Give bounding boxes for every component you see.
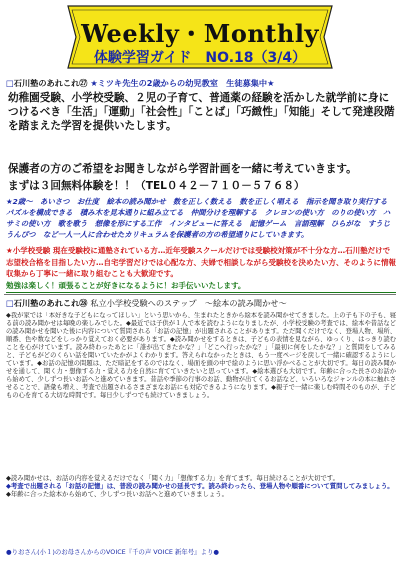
bullet-item: ◆読み聞かせは、お話の内容を覚えるだけでなく「聞く力」「想像する力」を育てます。毎日続けることが大切です。: [6, 474, 340, 482]
intro-trial-text: まずは３回無料体験を！！（TEL０４２－７１０－５７６８）: [8, 180, 305, 192]
footer-note: ●りおさん(小１)のお母さんからのVOICE『千の声 VOICE 新年号』より●: [6, 548, 219, 556]
intro-plan: [8, 162, 396, 176]
exam-note: ★小学校受験 現在受験校に通塾されている方…近年受験スクールだけでは受験校対策が不十分な方…石川塾だけで志望校合格を目指したい方…自宅学習だけでは心配な方、夫婦で相談しながら受験校を決めたい方、そのように情報収集から丁寧に一緒に取り組むことも大歓迎です。: [6, 246, 396, 278]
banner-title: Weekly・Monthly: [81, 19, 319, 48]
section-title: 石川塾のあれこれ㉗: [13, 78, 88, 88]
section-heading-28: [6, 298, 287, 309]
bullet-item: ◆年齢に合った絵本から始めて、少しずつ長いお話へと進めていきましょう。: [6, 490, 229, 498]
intro-text: 幼稚園受験、小学校受験、２児の子育て、普通薬の経験を活かした就学前に身につけるべき「生活」「運動」「社会性」「ことば」「巧緻性」「知能」そして発達段階を踏まえた学習を提供いたします。: [8, 92, 395, 133]
intro-paragraph: [8, 91, 396, 134]
section-headline: 私立小学校受験へのステップ ～絵本の読み聞かせ～: [90, 298, 287, 308]
section-title: 石川塾のあれこれ㉘: [13, 298, 88, 308]
section-marker: □: [6, 298, 14, 308]
encouragement-note: 勉強は楽しく！頑張ることが好きになるように！お手伝いいたします。: [6, 280, 396, 293]
section-headline: ★ミツキ先生の2歳からの幼児教室 生徒募集中★: [90, 78, 275, 88]
section-heading-27: [6, 78, 274, 89]
bullet-item: ◆考査で出題される「お話の記憶」は、普段の読み聞かせの延長です。読み終わったら、登場人物や順番について質問してみましょう。: [6, 482, 394, 490]
section-marker: □: [6, 78, 14, 88]
activities-list: ★2歳～ あいさつ お仕度 絵本の読み聞かせ 数を正しく数える 数を正しく唱える 指示を聞き取り実行する パズルを構成できる 積み木を見本通りに組み立てる 仲間分けを理解する クレヨンの使い方 のりの使い方 ハサミの使い方 歌を歌う 想像を形にする工作 インタビューに答える 記憶ゲーム 言語理解 ひらがな すうじ うんぴつ など一人一人に合わせたカリキュラムを保護者の方の希望通りにしていきます。: [6, 197, 398, 239]
title-banner: [62, 2, 338, 72]
article-body: ◆我が家では「本好きな子どもになってほしい」という思いから、生まれたときから絵本を読み聞かせてきました。上の子も下の子も、寝る前の読み聞かせは毎晩の楽しみでした。◆最近では子供が１人で本を読むようになりましたが、小学校受験の考査では、絵本や昔話などの読み聞かせを聞いた後に内容について質問される「お話の記憶」が出題されることがあります。ただ聞くだけでなく、登場人物、場所、順番、色や数などをしっかり覚えておく必要があります。◆読み聞かせをするときは、子どもの表情を見ながら、ゆっくり、はっきり読むことを心がけています。読み終わったあとに「誰が出てきたかな？」「どこへ行ったかな？」「最初に何をしたかな？」と質問をしてみると、子どもがどのくらい話を聞いていたかがよくわかります。答えられなかったときは、もう一度ページを戻して一緒に確認するようにしています。◆お話の記憶の問題は、ただ暗記をするのではなく、場面を頭の中で絵のように思い浮かべることが大切です。毎日の読み聞かせを通して、聞く力・想像する力・覚える力を自然に育てていきたいと思っています。◆絵本選びも大切です。年齢に合った長さのお話から始めて、少しずつ長いお話へと進めていきます。昔話や季節の行事のお話、動物が出てくるお話など、いろいろなジャンルの本に触れさせることで、語彙も増え、考査で出題されるさまざまなお話にも対応できるようになります。◆親子で一緒に楽しむ時間そのものが、子どもの心を育てる大切な時間です。毎日少しずつでも続けていきましょう。: [6, 312, 396, 400]
divider: [4, 294, 396, 295]
intro-trial: [8, 179, 396, 193]
bullet-list: [6, 474, 396, 498]
banner-subtitle: 体験学習ガイド NO.18（3/4）: [93, 50, 307, 66]
intro-plan-text: 保護者の方のご希望をお聞きしながら学習計画を一緒に考えていきます。: [8, 163, 357, 175]
